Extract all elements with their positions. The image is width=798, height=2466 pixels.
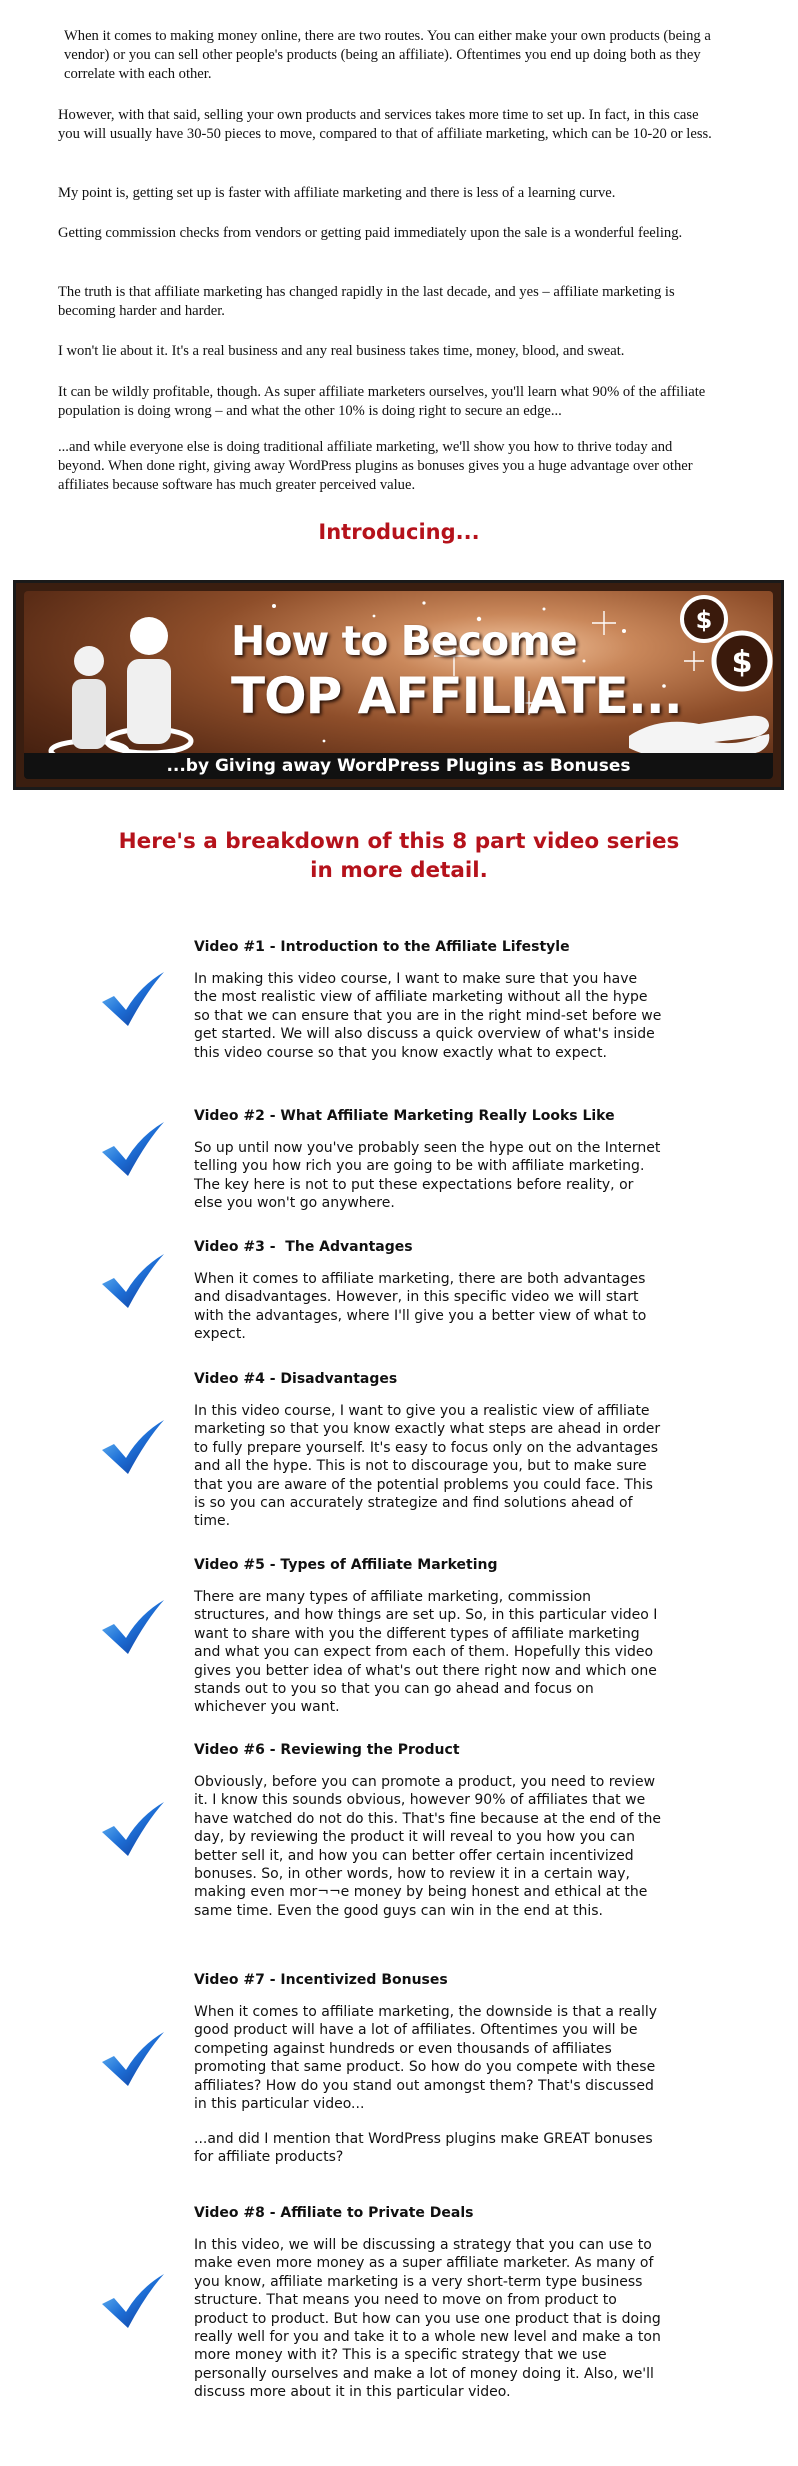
intro-paragraph-1: When it comes to making money online, there are two routes. You can either make your own products (being a vendor) or you can sell other people's products (being an affiliate). Oftentimes you end up doing both as they correlate with each other. — [64, 28, 711, 82]
video-description: In making this video course, I want to make sure that you have the most realistic view of affiliate marketing without all the hype so that we can ensure that you are in the right mind-set before we get started. We will also discuss a quick overview of what's inside this video course so that you know exactly what to expect. — [194, 971, 662, 1061]
video-description: Obviously, before you can promote a product, you need to review it. I know this sounds obvious, however 90% of affiliates that we have watched do not do this. That's fine because at the end of the day, by reviewing the product it will reveal to you how you can better sell it, and how you can better offer certain incentivized bonuses. So, in other words, how to review it in a certain way, making even mor¬¬e money by being honest and ethical at the same time. Even the good guys can win in the end at this. — [194, 1774, 662, 1919]
intro-paragraph-7: It can be wildly profitable, though. As super affiliate marketers ourselves, you'll learn what 90% of the affiliate population is doing wrong – and what the other 10% is doing right to secure an edge... — [58, 384, 706, 419]
checkmark-icon — [100, 2030, 166, 2088]
svg-text:$: $ — [695, 606, 713, 634]
checkmark-icon — [100, 1598, 166, 1656]
video-description-extra: ...and did I mention that WordPress plugins make GREAT bonuses for affiliate products? — [194, 2131, 653, 2166]
video-title: Video #4 - Disadvantages — [194, 1371, 398, 1387]
intro-paragraph-3: My point is, getting set up is faster with affiliate marketing and there is less of a learning curve. — [58, 185, 616, 201]
video-title: Video #6 - Reviewing the Product — [194, 1742, 460, 1758]
checkmark-icon — [100, 1120, 166, 1178]
banner-graphic — [24, 591, 773, 779]
intro-paragraph-5: The truth is that affiliate marketing has changed rapidly in the last decade, and yes – affiliate marketing is becoming harder and harder. — [58, 284, 675, 319]
introducing-heading: Introducing... — [318, 520, 480, 544]
banner-subtitle: ...by Giving away WordPress Plugins as Bonuses — [24, 753, 773, 779]
video-title: Video #1 - Introduction to the Affiliate Lifestyle — [194, 939, 570, 955]
breakdown-heading — [0, 827, 798, 885]
checkmark-icon — [100, 2272, 166, 2330]
intro-paragraph-2: However, with that said, selling your own products and services takes more time to set up. In fact, in this case you will usually have 30-50 pieces to move, compared to that of affiliate marketing, which can be 10-20 or less. — [58, 107, 712, 142]
video-description: In this video, we will be discussing a strategy that you can use to make even more money as a super affiliate marketer. As many of you know, affiliate marketing is a very short-term type business structure. That means you need to move on from product to product to product. But how can you use one product that is doing really well for you and take it to a whole new level and make a ton more money with it? This is a specific strategy that we use personally ourselves and make a lot of money doing it. Also, we'll discuss more about it in this particular video. — [194, 2237, 661, 2401]
video-title: Video #2 - What Affiliate Marketing Really Looks Like — [194, 1108, 615, 1124]
intro-paragraph-8: ...and while everyone else is doing traditional affiliate marketing, we'll show you how to thrive today and beyond. When done right, giving away WordPress plugins as bonuses gives you a huge advantage over other affiliates because software has much greater perceived value. — [58, 439, 693, 493]
breakdown-heading-line2: in more detail. — [310, 858, 488, 883]
intro-paragraph-6: I won't lie about it. It's a real business and any real business takes time, money, blood, and sweat. — [58, 343, 625, 359]
checkmark-icon — [100, 970, 166, 1028]
checkmark-icon — [100, 1252, 166, 1310]
video-title: Video #3 - The Advantages — [194, 1239, 413, 1255]
banner-title-line2: TOP AFFILIATE... — [231, 667, 682, 725]
intro-paragraph-4: Getting commission checks from vendors or getting paid immediately upon the sale is a wonderful feeling. — [58, 225, 683, 241]
product-banner — [13, 580, 784, 790]
video-description: So up until now you've probably seen the hype out on the Internet telling you how rich you are going to be with affiliate marketing. The key here is not to put these expectations before reality, or else you won't go anywhere. — [194, 1140, 661, 1212]
video-title: Video #8 - Affiliate to Private Deals — [194, 2205, 474, 2221]
video-description: In this video course, I want to give you a realistic view of affiliate marketing so that you know exactly what steps are ahead in order to fully prepare yourself. It's easy to focus only on the advantages and all the hype. This is not to discourage you, but to make sure that you are aware of the potential problems you could face. This is so you can accurately strategize and find solutions ahead of time. — [194, 1403, 661, 1530]
svg-text:$: $ — [731, 645, 753, 680]
breakdown-heading-line1: Here's a breakdown of this 8 part video series — [118, 829, 680, 854]
video-title: Video #7 - Incentivized Bonuses — [194, 1972, 448, 1988]
checkmark-icon — [100, 1800, 166, 1858]
people-icon — [44, 601, 224, 771]
video-title: Video #5 - Types of Affiliate Marketing — [194, 1557, 498, 1573]
video-description: When it comes to affiliate marketing, there are both advantages and disadvantages. However, in this specific video we will start with the advantages, where I'll give you a better view of what to expect. — [194, 1271, 647, 1343]
video-description: When it comes to affiliate marketing, the downside is that a really good product will have a lot of affiliates. Oftentimes you will be competing against hundreds or even thousands of affiliates promoting that same product. So how do you compete with these affiliates? How do you stand out amongst them? That's discussed in this particular video... — [194, 2004, 658, 2113]
video-description: There are many types of affiliate marketing, commission structures, and how things are set up. So, in this particular video I want to share with you the different types of affiliate marketing and what you can expect from each of them. Hopefully this video gives you better idea of what's out there right now and which one stands out to you so that you can go ahead and focus on whichever you want. — [194, 1589, 658, 1716]
checkmark-icon — [100, 1418, 166, 1476]
banner-title-line1: How to Become — [231, 617, 577, 665]
